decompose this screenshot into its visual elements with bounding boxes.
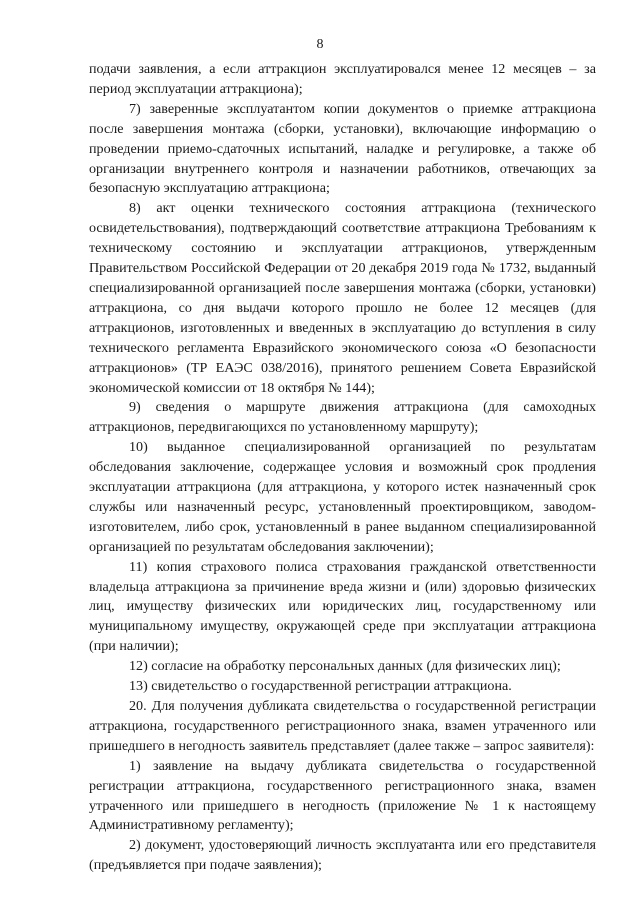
paragraph-subitem-2: 2) документ, удостоверяющий личность эксплуатанта или его представителя (предъявляется при подаче заявления); (89, 837, 596, 874)
paragraph-item-7: 7) заверенные эксплуатантом копии документов о приемке аттракциона после завершения монтажа (сборки, установки), включающие информацию о проведении приемо-сдаточных испытаний, наладке и регулировке, а также об организации внутреннего контроля и назначении работников, отвечающих за безопасную эксплуатацию аттракциона; (89, 100, 596, 197)
document-body (89, 60, 596, 876)
paragraph-item-13: 13) свидетельство о государственной регистрации аттракциона. (129, 678, 512, 695)
paragraph-item-9: 9) сведения о маршруте движения аттракциона (для самоходных аттракционов, передвигающихся по установленному маршруту); (89, 399, 596, 436)
paragraph-item-10: 10) выданное специализированной организацией по результатам обследования заключение, содержащее условия и возможный срок продления эксплуатации аттракциона (для аттракциона, у которого истек назначенный срок службы или назначенный ресурс, установленный проектировщиком, заводом-изготовителем, либо срок, установленный в ранее выданном специализированной организацией по результатам обследования заключении); (89, 439, 596, 555)
paragraph-item-11: 11) копия страхового полиса страхования гражданской ответственности владельца аттракциона за причинение вреда жизни и (или) здоровью физических лиц, имуществу физических или юридических лиц, государственному или муниципальному имуществу, окружающей среде при эксплуатации аттракциона (при наличии); (89, 558, 596, 655)
paragraph-item-12: 12) согласие на обработку персональных данных (для физических лиц); (129, 658, 561, 675)
page-number: 8 (316, 37, 324, 52)
paragraph-subitem-1: 1) заявление на выдачу дубликата свидетельства о государственной регистрации аттракциона, государственного регистрационного знака, взамен утраченного или пришедшего в негодность (приложение № 1 к настоящему Административному регламенту); (89, 757, 596, 834)
paragraph-item-8: 8) акт оценки технического состояния аттракциона (технического освидетельствования), подтверждающий соответствие аттракциона Требованиям к техническому состоянию и эксплуатации аттракционов, утвержденным Правительством Российской Федерации от 20 декабря 2019 года № 1732, выданный специализированной организацией после завершения монтажа (сборки, установки) аттракциона, со дня выдачи которого прошло не более 12 месяцев (для аттракционов, изготовленных и введенных в эксплуатацию до вступления в силу технического регламента Евразийского экономического союза «О безопасности аттракционов» (ТР ЕАЭС 038/2016), принятого решением Совета Евразийской экономической комиссии от 18 октября № 144); (89, 200, 596, 396)
paragraph-continuation: подачи заявления, а если аттракцион эксплуатировался менее 12 месяцев – за период эксплуатации аттракциона); (89, 61, 596, 97)
paragraph-clause-20: 20. Для получения дубликата свидетельства о государственной регистрации аттракциона, государственного регистрационного знака, взамен утраченного или пришедшего в негодность заявитель представляет (далее также – запрос заявителя): (89, 698, 596, 754)
